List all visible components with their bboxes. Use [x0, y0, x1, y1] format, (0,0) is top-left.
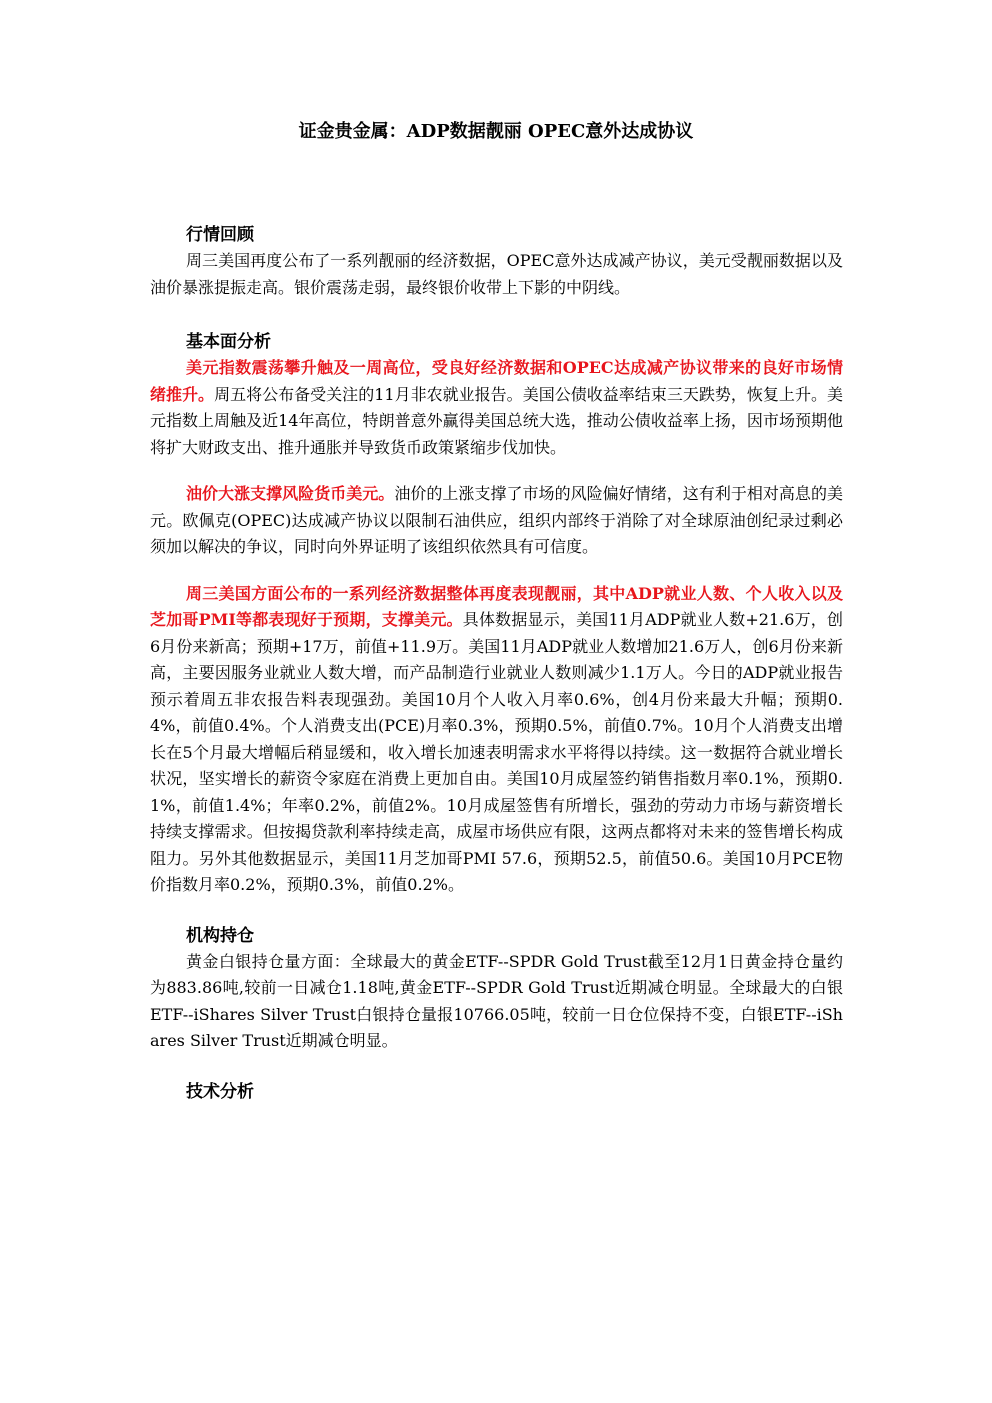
section-technical-analysis [150, 1079, 843, 1105]
section-heading-market-review: 行情回顾 [186, 225, 254, 245]
section-heading-technical: 技术分析 [186, 1081, 254, 1102]
spacer [150, 1055, 843, 1079]
spacer [150, 461, 843, 481]
fundamental-paragraph-economic-data [150, 581, 843, 899]
section-institutional-holdings [150, 923, 843, 1055]
spacer [150, 899, 843, 923]
document-body [150, 222, 843, 1105]
fundamental-paragraph-dollar-index [150, 355, 843, 461]
highlight-dollar-index: 美元指数震荡攀升触及一周高位，受良好经济数据和OPEC达成减产协议带来的良好市场情绪推升。 [150, 358, 843, 404]
body-text-economic-data: 具体数据显示，美国11月ADP就业人数+21.6万，创6月份来新高；预期+17万，前值+11.9万。美国11月ADP就业人数增加21.6万人，创6月份来新高，主要因服务业就业人数大增，而产品制造行业就业人数则减少1.1万人。今日的ADP就业报告预示着周五非农报告料表现强劲。美国10月个人收入月率0.6%，创4月份来最大升幅；预期0.4%，前值0.4%。个人消费支出(PCE)月率0.3%，预期0.5%，前值0.7%。10月个人消费支出增长在5个月最大增幅后稍显缓和，收入增长加速表明需求水平将得以持续。这一数据符合就业增长状况，坚实增长的薪资令家庭在消费上更加自由。美国10月成屋签约销售指数月率0.1%，预期0.1%，前值1.4%；年率0.2%，前值2%。10月成屋签售有所增长，强劲的劳动力市场与薪资增长持续支撑需求。但按揭贷款利率持续走高，成屋市场供应有限，这两点都将对未来的签售增长构成阻力。另外其他数据显示，美国11月芝加哥PMI 57.6，预期52.5，前值50.6。美国10月PCE物价指数月率0.2%，预期0.3%，前值0.2%。 [150, 610, 843, 894]
section-fundamental-analysis [150, 329, 843, 899]
spacer [150, 301, 843, 329]
holdings-paragraph: 黄金白银持仓量方面：全球最大的黄金ETF--SPDR Gold Trust截至12月1日黄金持仓量约为883.86吨,较前一日减仓1.18吨,黄金ETF--SPDR Gold Trust近期减仓明显。全球最大的白银ETF--iShares Silver Trust白银持仓量报10766.05吨，较前一日仓位保持不变，白银ETF--iShares Silver Trust近期减仓明显。 [150, 951, 843, 1050]
section-heading-fundamental: 基本面分析 [186, 332, 271, 352]
section-market-review [150, 222, 843, 301]
highlight-economic-data: 周三美国方面公布的一系列经济数据整体再度表现靓丽，其中ADP就业人数、个人收入以及芝加哥PMI等都表现好于预期，支撑美元。 [150, 583, 843, 629]
document-title: 证金贵金属：ADP数据靓丽 OPEC意外达成协议 [298, 121, 694, 142]
market-review-paragraph: 周三美国再度公布了一系列靓丽的经济数据，OPEC意外达成减产协议，美元受靓丽数据以及油价暴涨提振走高。银价震荡走弱，最终银价收带上下影的中阴线。 [150, 251, 843, 297]
fundamental-paragraph-oil [150, 481, 843, 561]
body-text-oil: 油价的上涨支撑了市场的风险偏好情绪，这有利于相对高息的美元。欧佩克(OPEC)达成减产协议以限制石油供应，组织内部终于消除了对全球原油创纪录过剩必须加以解决的争议，同时向外界证明了该组织依然具有可信度。 [150, 484, 843, 556]
section-heading-holdings: 机构持仓 [186, 925, 254, 946]
highlight-oil: 油价大涨支撑风险货币美元。 [186, 484, 395, 503]
body-text-dollar-index: 周五将公布备受关注的11月非农就业报告。美国公债收益率结束三天跌势，恢复上升。美元指数上周触及近14年高位，特朗普意外赢得美国总统大选，推动公债收益率上扬，因市场预期他将扩大财政支出、推升通胀并导致货币政策紧缩步伐加快。 [150, 384, 843, 457]
spacer [150, 561, 843, 581]
